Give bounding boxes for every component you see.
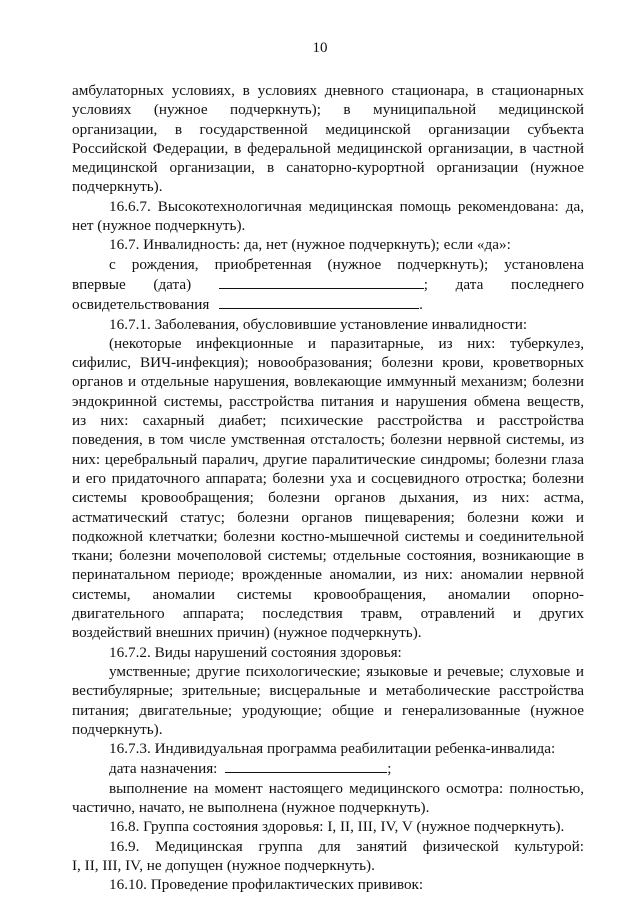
first-date-blank[interactable] [219, 274, 424, 289]
text-line: частично, начато, не выполнена (нужное подчеркнуть). [72, 798, 430, 816]
paragraph-16-7-2 [72, 643, 584, 662]
paragraph-disability-details [72, 255, 584, 315]
text-line: условиях (нужное подчеркнуть); в муниципальной медицинской [72, 101, 584, 119]
text-line: системы кровообращения; болезни органов дыхания, из них: астма, [72, 489, 584, 507]
paragraph-treatment-conditions [72, 81, 584, 197]
paragraph-execution-status [72, 779, 584, 818]
text-fragment: (дата) [153, 275, 192, 293]
text-line: астматический статус; болезни органов пищеварения; болезни кожи и [72, 508, 584, 526]
document-body [72, 81, 584, 894]
text-line: 16.7.1. Заболевания, обусловившие установление инвалидности: [109, 315, 528, 333]
text-line: выполнение на момент настоящего медицинского осмотра: полностью, [109, 779, 584, 797]
paragraph-16-7-3 [72, 739, 584, 758]
text-line: организации, в государственной медицинской организации субъекта [72, 120, 584, 138]
text-line: ткани; болезни мочеполовой системы; отдельные состояния, возникающие в [72, 547, 584, 565]
text-line: питания; двигательные; уродующие; общие и генерализованные (нужное [72, 701, 584, 719]
text-fragment: впервые [72, 275, 126, 293]
text-line: медицинской организации, в санаторно-курортной организации (нужное [72, 159, 584, 177]
text-line: сифилис, ВИЧ-инфекция); новообразования; болезни крови, кроветворных [72, 354, 584, 372]
text-line: из них: сахарный диабет; психические расстройства и расстройства [72, 412, 584, 430]
paragraph-assignment-date [72, 758, 584, 778]
text-line: подчеркнуть). [72, 720, 163, 738]
text-line [72, 274, 584, 294]
assignment-date-blank[interactable] [225, 758, 387, 773]
text-line: 16.6.7. Высокотехнологичная медицинская помощь рекомендована: да, [109, 197, 584, 215]
paragraph-16-10 [72, 875, 584, 894]
text-line: Российской Федерации, в федеральной медицинской организации, в частной [72, 139, 584, 157]
text-line: 16.7.2. Виды нарушений состояния здоровья: [109, 643, 402, 661]
text-line: амбулаторных условиях, в условиях дневного стационара, в стационарных [72, 82, 584, 99]
first-date-field [219, 274, 428, 294]
text-fragment: последнего [510, 275, 584, 293]
text-line [72, 294, 584, 314]
text-line: с рождения, приобретенная (нужное подчеркнуть); установлена [109, 255, 584, 273]
text-line: 16.8. Группа состояния здоровья: I, II, III, IV, V (нужное подчеркнуть). [109, 818, 565, 836]
text-fragment: ; [387, 760, 392, 778]
text-line: системы, аномалии системы кровообращения, аномалии опорно- [72, 585, 584, 603]
paragraph-16-7 [72, 235, 584, 254]
text-line: умственные; другие психологические; языковые и речевые; слуховые и [109, 662, 584, 680]
text-line: поведения, в том числе умственная отсталость; болезни нервной системы, из [72, 431, 584, 449]
text-fragment: ; [423, 275, 429, 293]
last-examination-date-blank[interactable] [219, 294, 419, 309]
text-line: и его придаточного аппарата; болезни уха и сосцевидного отростка; болезни [72, 469, 584, 487]
text-line: 16.9. Медицинская группа для занятий физической культурой: [109, 837, 584, 855]
text-line: подкожной клетчатки; болезни костно-мышечной системы и соединительной [72, 527, 584, 545]
text-fragment: дата [455, 275, 484, 293]
page-number: 10 [312, 40, 328, 56]
text-line: 16.10. Проведение профилактических прививок: [109, 876, 424, 894]
text-fragment: дата назначения: [109, 760, 218, 778]
text-line: эндокринной системы, расстройства питания и нарушения обмена веществ, [72, 392, 584, 410]
text-line: перинатальном периоде; врожденные аномалии, из них: аномалии нервной [72, 566, 584, 584]
text-line: I, II, III, IV, не допущен (нужное подчеркнуть). [72, 856, 375, 874]
text-line: них: церебральный паралич, другие паралитические синдромы; болезни глаза [72, 450, 584, 468]
paragraph-disease-list [72, 334, 584, 643]
text-line: воздействий внешних причин) (нужное подчеркнуть). [72, 624, 422, 642]
paragraph-16-8 [72, 817, 584, 836]
text-line: органов и отдельные нарушения, вовлекающие иммунный механизм; болезни [72, 373, 584, 391]
text-line: (некоторые инфекционные и паразитарные, из них: туберкулез, [109, 334, 584, 352]
paragraph-16-9 [72, 837, 584, 876]
text-line: двигательного аппарата; последствия травм, отравлений и других [72, 605, 584, 623]
text-line: нет (нужное подчеркнуть). [72, 217, 246, 235]
text-line: 16.7. Инвалидность: да, нет (нужное подчеркнуть); если «да»: [109, 236, 511, 254]
paragraph-16-6-7 [72, 197, 584, 236]
paragraph-impairment-types [72, 662, 584, 739]
paragraph-16-7-1 [72, 315, 584, 334]
text-line: подчеркнуть). [72, 178, 163, 196]
text-line: 16.7.3. Индивидуальная программа реабилитации ребенка-инвалида: [109, 740, 556, 758]
text-line [72, 758, 584, 778]
text-fragment: освидетельствования [72, 296, 210, 314]
text-fragment: . [419, 296, 423, 314]
text-line: вестибулярные; зрительные; висцеральные и метаболические расстройства [72, 682, 584, 700]
